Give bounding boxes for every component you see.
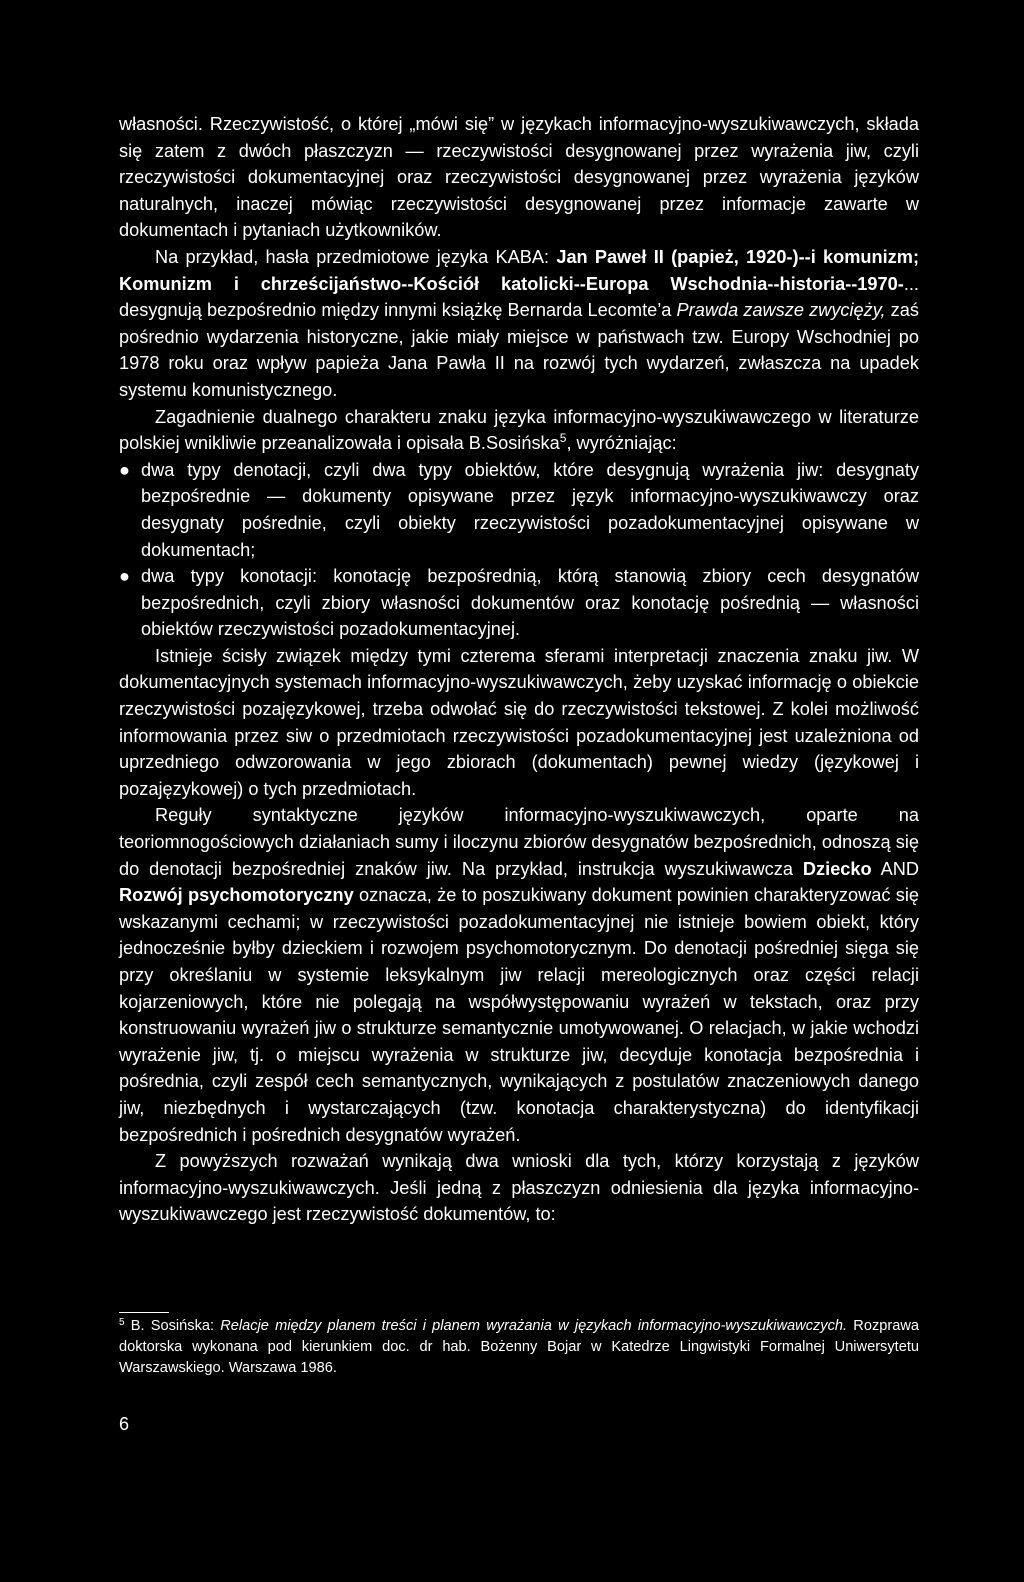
list-item: [119, 563, 919, 643]
paragraph-5: [119, 802, 919, 1148]
book-title: Prawda zawsze zwycięży,: [676, 300, 886, 321]
paragraph-3: [119, 404, 919, 457]
search-term-1: Dziecko: [802, 858, 872, 879]
bullet-list: [119, 457, 919, 643]
footnote: [119, 1316, 919, 1379]
kaba-subject-headings: Jan Paweł II (papież, 1920-)--i komunizm; Komunizm i chrześcijaństwo--Kościół katolicki--Europa Wschodnia--historia--1970-: [119, 246, 919, 294]
page-body: [119, 111, 919, 1228]
main-text: [119, 111, 919, 1228]
paragraph-4: Istnieje ścisły związek między tymi czterema sferami interpretacji znaczenia znaku jiw. W dokumentacyjnych systemach informacyjno-wyszukiwawczych, żeby uzyskać informację o obiekcie rzeczywistości pozajęzykowej, trzeba odwołać się do rzeczywistości tekstowej. Z kolei możliwość informowania przez siw o przedmiotach rzeczywistości pozadokumentacyjnej jest uzależniona od uprzedniego odwzorowania w jego zbiorach (dokumentach) pewnej wiedzy (językowej i pozajęzykowej) o tych przedmiotach.: [119, 645, 919, 799]
paragraph-2: [119, 244, 919, 404]
footnote-divider: [119, 1312, 169, 1313]
footnote-author: B. Sosińska:: [124, 1318, 221, 1334]
paragraph-3-end: , wyróżniając:: [566, 433, 677, 454]
paragraph-2-end: zaś pośrednio wydarzenia historyczne, jakie miały miejsce w państwach tzw. Europy Wschodniej po 1978 roku oraz wpływ papieża Jana Pawła II na rozwój tych wydarzeń, zwłaszcza na upadek systemu komunistycznego.: [119, 300, 919, 400]
paragraph-3-text: Zagadnienie dualnego charakteru znaku języka informacyjno-wyszukiwawczego w literaturze polskiej wnikliwie przeanalizowała i opisała B.Sosińska: [119, 406, 919, 454]
list-item-text: dwa typy konotacji: konotację bezpośrednią, którą stanowią zbiory cech desygnatów bezpośrednich, czyli zbiory własności dokumentów oraz konotację pośrednią — własności obiektów rzeczywistości pozadokumentacyjnej.: [141, 566, 919, 640]
boolean-operator: AND: [871, 858, 919, 879]
page-number: 6: [119, 1414, 130, 1434]
list-item-text: dwa typy denotacji, czyli dwa typy obiektów, które desygnują wyrażenia jiw: desygnaty bezpośrednie — dokumenty opisywane przez język informacyjno-wyszukiwawczy oraz desygnaty pośrednie, czyli obiekty rzeczywistości pozadokumentacyjnej opisywane w dokumentach;: [141, 459, 919, 560]
footnote-marker: 5: [119, 1317, 125, 1328]
footnote-title: Relacje między planem treści i planem wyrażania w językach informacyjno-wyszukiwawczych.: [220, 1318, 848, 1334]
paragraph-2-intro: Na przykład, hasła przedmiotowe języka KABA:: [155, 246, 557, 267]
paragraph-1: własności. Rzeczywistość, o której „mówi się” w językach informacyjno-wyszukiwawczych, składa się zatem z dwóch płaszczyzn — rzeczywistości desygnowanej przez wyrażenia jiw, czyli rzeczywistości dokumentacyjnej oraz rzeczywistości desygnowanej przez wyrażenia języków naturalnych, inaczej mówiąc rzeczywistości desygnowanej przez informacje zawarte w dokumentach i pytaniach użytkowników.: [119, 114, 919, 241]
footnote-reference: 5: [559, 431, 567, 446]
paragraph-5-intro: Reguły syntaktyczne języków informacyjno-wyszukiwawczych, oparte na teoriomnogościowych działaniach sumy i iloczynu zbiorów desygnatów bezpośrednich, odnoszą się do denotacji bezpośredniej znaków jiw. Na przykład, instrukcja wyszukiwawcza: [119, 805, 919, 879]
paragraph-6: Z powyższych rozważań wynikają dwa wnioski dla tych, którzy korzystają z języków informacyjno-wyszukiwawczych. Jeśli jedną z płaszczyzn odniesienia dla języka informacyjno-wyszukiwawczego jest rzeczywistość dokumentów, to:: [119, 1151, 919, 1225]
list-item: [119, 457, 919, 563]
footnote-area: [119, 1312, 919, 1379]
paragraph-5-rest: oznacza, że to poszukiwany dokument powinien charakteryzować się wskazanymi cechami; w rzeczywistości pozadokumentacyjnej nie istnieje bowiem obiekt, który jednocześnie byłby dzieckiem i rozwojem psychomotorycznym. Do denotacji pośredniej sięga się przy określaniu w systemie leksykalnym jiw relacji mereologicznych oraz części relacji kojarzeniowych, które nie polegają na współwystępowaniu wyrażeń w tekstach, oraz przy konstruowaniu wyrażeń jiw o strukturze semantycznie umotywowanej. O relacjach, w jakie wchodzi wyrażenie jiw, tj. o miejscu wyrażenia w strukturze jiw, decyduje konotacja bezpośrednia i pośrednia, czyli zespół cech semantycznych, wynikających z postulatów znaczeniowych danego jiw, niezbędnych i wystarczających (tzw. konotacja charakterystyczna) do identyfikacji bezpośrednich i pośrednich desygnatów wyrażeń.: [119, 885, 920, 1145]
paragraph-2-middle: ... desygnują bezpośrednio między innymi książkę Bernarda Lecomte’a: [119, 273, 919, 321]
footnote-details: Rozprawa doktorska wykonana pod kierunkiem doc. dr hab. Bożenny Bojar w Katedrze Lingwistyki Formalnej Uniwersytetu Warszawskiego. Warszawa 1986.: [119, 1318, 919, 1376]
bullet-icon: ●: [119, 566, 130, 587]
search-term-2: Rozwój psychomotoryczny: [119, 885, 354, 906]
bullet-icon: ●: [119, 459, 130, 480]
